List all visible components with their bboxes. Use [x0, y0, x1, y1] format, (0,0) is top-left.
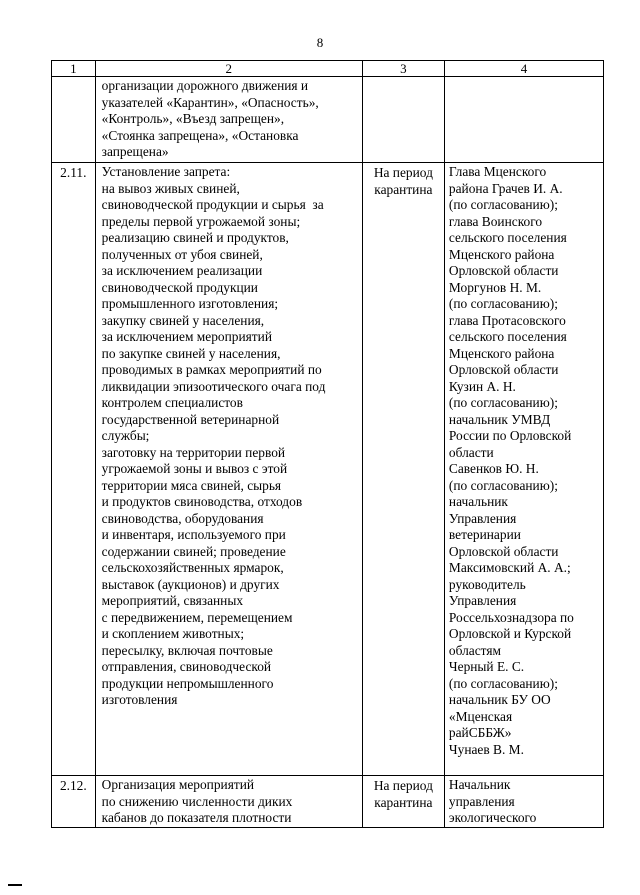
measure-cell-line: Организация мероприятий: [101, 777, 255, 792]
responsible-cell-line: (по согласованию);: [448, 197, 558, 212]
page-number: 8: [316, 35, 324, 50]
responsible-cell-line: района Грачев И. А.: [448, 180, 563, 196]
responsible-cell-line: глава Воинского: [448, 213, 543, 229]
measure-cell-line: и инвентаря, используемого при: [101, 527, 286, 542]
responsible-cell-line: Начальник: [448, 777, 511, 792]
table-header-row: [52, 61, 604, 77]
responsible-cell-line: Черный Е. С.: [448, 659, 525, 674]
measure-cell: [95, 776, 362, 828]
measure-cell-line: свиноводческой продукции и сырья за: [101, 197, 324, 212]
responsible-cell-line: сельского поселения: [448, 230, 567, 245]
responsible-cell-line: «Мценская: [448, 708, 513, 724]
item-number: [52, 77, 96, 163]
measure-cell-line: государственной ветеринарной: [101, 411, 280, 427]
responsible-cell-line: Орловской и Курской: [448, 626, 572, 641]
responsible-cell-line: (по согласованию);: [448, 296, 558, 311]
term-cell: [362, 77, 444, 163]
responsible-cell-line: экологического: [448, 810, 537, 825]
responsible-cell: [444, 776, 603, 828]
term-cell-line: На период: [373, 165, 433, 180]
term-cell-line: карантина: [374, 794, 433, 810]
responsible-cell-line: Россельхознадзора по: [448, 609, 574, 625]
measure-cell: [95, 163, 362, 776]
term-cell: [362, 163, 444, 776]
measure-cell-line: за исключением реализации: [101, 263, 263, 278]
term-cell-line: карантина: [374, 181, 433, 197]
table-row: [52, 776, 604, 828]
responsible-cell-line: райСББЖ»: [448, 725, 512, 740]
responsible-cell-line: областям: [448, 642, 501, 658]
measure-cell-line: заготовку на территории первой: [101, 444, 286, 460]
measure-cell-line: Установление запрета:: [101, 164, 231, 179]
measure-cell-line: содержании свиней; проведение: [101, 543, 286, 559]
measure-cell-line: пределы первой угрожаемой зоны;: [101, 213, 301, 229]
measure-cell-line: службы;: [101, 428, 150, 443]
measure-cell-line: реализацию свиней и продуктов,: [101, 230, 289, 245]
responsible-cell-line: Орловской области: [448, 362, 559, 377]
measure-cell-line: пересылку, включая почтовые: [101, 642, 273, 658]
measure-cell: [95, 77, 362, 163]
measure-cell-line: промышленного изготовления;: [101, 296, 279, 311]
measure-cell-line: территории мяса свиней, сырья: [101, 477, 282, 493]
responsible-cell-line: Управления: [448, 510, 517, 526]
measure-cell-line: закупку свиней у населения,: [101, 312, 265, 328]
page-edge-mark: [8, 884, 22, 886]
header-cell-4: 4: [444, 61, 603, 77]
header-cell-3: 3: [362, 61, 444, 77]
measure-cell-line: и продуктов свиноводства, отходов: [101, 494, 303, 509]
item-number: 2.11.: [52, 163, 96, 776]
measure-cell-line: проводимых в рамках мероприятий по: [101, 362, 322, 377]
responsible-cell-line: Управления: [448, 593, 517, 608]
responsible-cell-line: Орловской области: [448, 263, 559, 278]
responsible-cell-line: Кузин А. Н.: [448, 378, 516, 394]
responsible-cell-line: руководитель: [448, 576, 526, 592]
responsible-cell-line: сельского поселения: [448, 329, 567, 344]
responsible-cell-line: Орловской области: [448, 543, 559, 559]
table-row: [52, 163, 604, 776]
responsible-cell-line: управления: [448, 793, 515, 809]
responsible-cell-line: Чунаев В. М.: [448, 741, 524, 757]
measure-cell-line: «Стоянка запрещена», «Остановка: [101, 127, 299, 143]
responsible-cell-line: начальник БУ ОО: [448, 692, 551, 707]
responsible-cell-line: России по Орловской: [448, 428, 572, 443]
measure-cell-line: за исключением мероприятий: [101, 329, 272, 344]
item-number: 2.12.: [52, 776, 96, 828]
responsible-cell-line: Глава Мценского: [448, 164, 547, 179]
measure-cell-line: указателей «Карантин», «Опасность»,: [101, 94, 319, 110]
term-cell: [362, 776, 444, 828]
responsible-cell-line: Мценского района: [448, 345, 555, 361]
table-row: [52, 77, 604, 163]
measure-cell-line: и скоплением животных;: [101, 626, 245, 641]
responsible-cell-line: (по согласованию);: [448, 477, 558, 493]
measure-cell-line: полученных от убоя свиней,: [101, 246, 263, 262]
responsible-cell-line: начальник УМВД: [448, 411, 551, 427]
measure-cell-line: продукции непромышленного: [101, 675, 274, 691]
header-cell-1: 1: [52, 61, 96, 77]
responsible-cell-line: глава Протасовского: [448, 312, 566, 328]
term-cell-line: На период: [373, 778, 433, 793]
measure-cell-line: кабанов до показателя плотности: [101, 810, 292, 825]
responsible-cell-line: Мценского района: [448, 246, 555, 262]
measure-cell-line: мероприятий, связанных: [101, 593, 244, 608]
responsible-cell-line: Савенков Ю. Н.: [448, 461, 539, 476]
responsible-cell-line: (по согласованию);: [448, 675, 558, 691]
measure-cell-line: выставок (аукционов) и других: [101, 576, 280, 592]
measure-cell-line: отправления, свиноводческой: [101, 659, 272, 674]
measure-cell-line: ликвидации эпизоотического очага под: [101, 378, 326, 394]
measure-cell-line: на вывоз живых свиней,: [101, 180, 240, 196]
responsible-cell-line: (по согласованию);: [448, 395, 558, 410]
responsible-cell-line: начальник: [448, 494, 508, 509]
measure-cell-line: по закупке свиней у населения,: [101, 345, 281, 361]
measure-cell-line: свиноводства, оборудования: [101, 510, 264, 526]
responsible-cell-line: Моргунов Н. М.: [448, 279, 542, 295]
measure-cell-line: свиноводческой продукции: [101, 279, 258, 295]
measure-cell-line: сельскохозяйственных ярмарок,: [101, 560, 284, 575]
responsible-cell: [444, 77, 603, 163]
responsible-cell-line: Максимовский А. А.;: [448, 560, 571, 575]
responsible-cell: [444, 163, 603, 776]
measure-cell-line: контролем специалистов: [101, 395, 243, 410]
responsible-cell-line: области: [448, 444, 494, 460]
measures-table: [51, 60, 604, 828]
header-cell-2: 2: [95, 61, 362, 77]
responsible-cell-line: ветеринарии: [448, 527, 521, 542]
measure-cell-line: организации дорожного движения и: [101, 78, 309, 93]
measure-cell-line: угрожаемой зоны и вывоз с этой: [101, 461, 288, 476]
measure-cell-line: с передвижением, перемещением: [101, 609, 293, 625]
measure-cell-line: «Контроль», «Въезд запрещен»,: [101, 111, 285, 126]
measure-cell-line: изготовления: [101, 692, 178, 707]
measure-cell-line: по снижению численности диких: [101, 793, 293, 809]
measure-cell-line: запрещена»: [101, 144, 169, 159]
